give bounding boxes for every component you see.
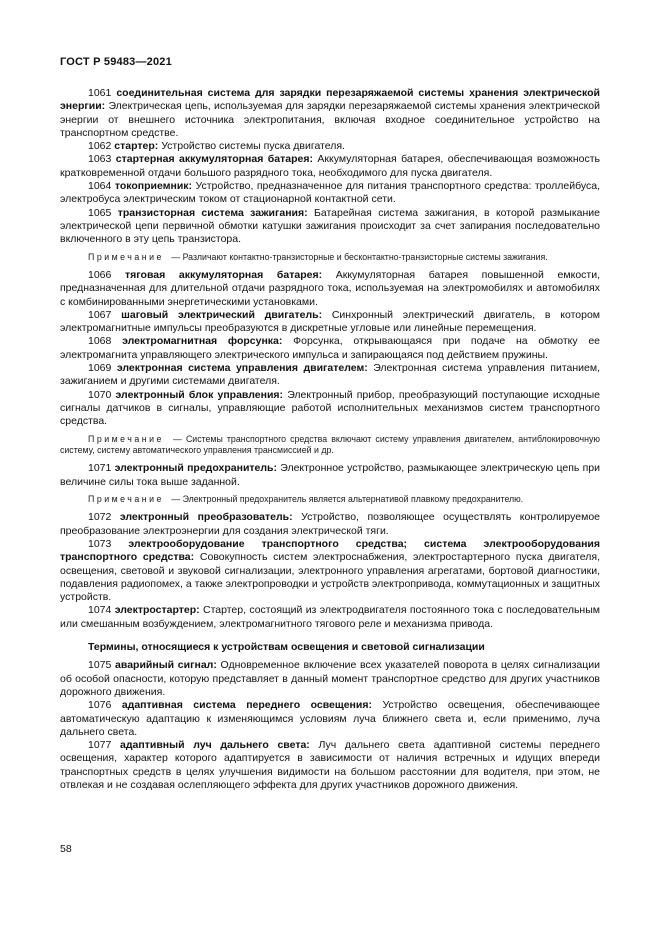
term-name: адаптивная система переднего освещения:: [121, 699, 372, 712]
note-label: Примечание: [88, 251, 164, 262]
term-name: шаговый электрический двигатель:: [121, 308, 323, 321]
note: Примечание — Электронный предохранитель является альтернативой плавкому предохранителю.: [88, 493, 524, 504]
term-entry-1067: [60, 309, 600, 336]
term-number: 1077: [88, 739, 112, 752]
term-number: 1072: [88, 511, 112, 524]
term-name: электронный преобразователь:: [119, 511, 293, 524]
term-entry-1064: [60, 180, 600, 207]
term-number: 1070: [88, 388, 112, 401]
term-definition: Аккумуляторная батарея повышенной емкости, предназначенная для длительной отдачи разрядного тока, используемая на электромобилях и автомобилях с комбинированными энергетическими установками.: [60, 268, 600, 308]
term-number: 1065: [88, 206, 112, 219]
term-entry-1065: [60, 207, 600, 247]
term-definition: Устройство, предназначенное для питания транспортного средства: троллейбуса, электробуса электрическим током от стационарной контактной сети.: [60, 180, 600, 206]
term-entry-1074: [60, 604, 600, 631]
term-entry-1071: [60, 462, 600, 489]
term-definition: Электронный прибор, преобразующий поступающие исходные сигналы датчиков в сигналы, управляющие работой исполнительных механизмов систем транспортного средства.: [60, 388, 600, 428]
term-entry-1076: [60, 699, 600, 739]
term-name: электронный предохранитель:: [114, 462, 277, 475]
term-name: стартерная аккумуляторная батарея:: [115, 153, 313, 166]
term-number: 1066: [88, 268, 112, 281]
term-number: 1064: [88, 180, 112, 193]
term-name: адаптивный луч дальнего света:: [120, 739, 310, 752]
term-entry-1070: [60, 389, 600, 429]
term-definition: Устройство, позволяющее осуществлять контролируемое преобразование электроэнергии для создания электрической тяги.: [60, 511, 600, 537]
term-name: аварийный сигнал:: [115, 659, 217, 672]
term-definition: Синхронный электрический двигатель, в котором электромагнитные импульсы преобразуются в дискретные угловые или линейные перемещения.: [60, 308, 601, 335]
term-entry-1061: [60, 87, 600, 140]
term-entry-1063: [60, 153, 600, 180]
term-definition: Электрическая цепь, используемая для зарядки перезаряжаемой системы хранения электрической энергии от внешнего источника электропитания, включая входное соединительное устройство на транспортном средстве.: [60, 100, 600, 139]
term-definition: Форсунка, открывающаяся при подаче на обмотку ее электромагнита управляющего электрического импульса и запирающаяся под действием пружины.: [60, 335, 600, 361]
section-heading: Термины, относящиеся к устройствам освещения и световой сигнализации: [88, 641, 485, 654]
term-name: транзисторная система зажигания:: [117, 206, 308, 219]
term-number: 1062: [88, 140, 112, 153]
term-number: 1074: [88, 604, 112, 617]
term-name: стартер:: [114, 140, 159, 153]
term-name: тяговая аккумуляторная батарея:: [125, 268, 323, 281]
terms-content: [60, 87, 600, 792]
term-entry-1069: [60, 362, 600, 389]
term-definition: Одновременное включение всех указателей поворота в целях сигнализации об особой опасности, которую представляет в данный момент транспортное средство для других участников дорожного движения.: [60, 659, 601, 698]
note: Примечание — Различают контактно-транзисторные и бесконтактно-транзисторные системы зажигания.: [88, 251, 548, 262]
term-number: 1069: [88, 362, 112, 375]
note-text: Различают контактно-транзисторные и бесконтактно-транзисторные системы зажигания.: [182, 251, 548, 262]
term-name: токоприемник:: [114, 180, 193, 193]
term-definition: Электронная система управления питанием, зажиганием и другими системами двигателя.: [60, 362, 601, 388]
term-entry-1072: [60, 511, 600, 538]
note-label: Примечание: [88, 493, 164, 504]
term-number: 1075: [88, 659, 112, 672]
term-entry-1066: [60, 269, 600, 309]
term-number: 1076: [88, 699, 112, 712]
term-name: электромагнитная форсунка:: [122, 335, 283, 348]
document-header: ГОСТ Р 59483—2021: [60, 56, 172, 68]
term-number: 1073: [88, 537, 112, 550]
term-entry-1062: [60, 140, 600, 153]
term-number: 1063: [88, 153, 112, 166]
term-entry-1068: [60, 335, 600, 362]
note: Примечание — Системы транспортного средства включают систему управления двигателем, антиблокировочную систему, систему автоматического управления трансмиссией и др.: [60, 433, 600, 455]
term-definition: Совокупность систем электроснабжения, электростартерного пуска двигателя, освещения, световой и звуковой сигнализации, электронного управления агрегатами, бортовой диагностики, подавления радиопомех, а также электропроводки и устройств электропривода, коммутационных и защитных устройств.: [60, 551, 601, 604]
term-definition: Устройство системы пуска двигателя.: [161, 140, 345, 153]
page-number: 58: [60, 843, 72, 855]
term-definition: Стартер, состоящий из электродвигателя постоянного тока с последовательным или смешанным возбуждением, электромагнитного тягового реле и механизма привода.: [60, 604, 600, 630]
term-number: 1068: [88, 335, 112, 348]
term-entry-1075: [60, 659, 600, 699]
term-definition: Луч дальнего света адаптивной системы переднего освещения, характер которого адаптируется в зависимости от наличия встречных и идущих впереди транспортных средств в целях улучшения видимости на большом расстоянии для водителя, при этом, не отвлекая и не создавая ослепляющего эффекта для других участников дорожного движения.: [60, 739, 600, 791]
term-entry-1073: [60, 538, 600, 604]
term-number: 1061: [88, 87, 112, 99]
term-entry-1077: [60, 739, 600, 792]
term-number: 1071: [88, 462, 112, 475]
term-name: электростартер:: [114, 604, 200, 617]
term-name: электронный блок управления:: [115, 388, 284, 401]
term-name: соединительная система для зарядки перезаряжаемой системы хранения электрической энергии:: [60, 87, 601, 113]
note-text: Электронный предохранитель является альтернативой плавкому предохранителю.: [182, 493, 524, 504]
term-definition: Устройство освещения, обеспечивающее автоматическую адаптацию к изменяющимся условиям луча ближнего света и, если применимо, луча дальнего света.: [60, 699, 600, 738]
note-text: Системы транспортного средства включают систему управления двигателем, антиблокировочную систему, систему автоматического управления трансмиссией и др.: [60, 433, 600, 455]
term-definition: Батарейная система зажигания, в которой размыкание электрической цепи первичной обмотки катушки зажигания происходит за счет запирания последовательно включенного в эту цепь транзистора.: [60, 206, 600, 246]
term-number: 1067: [88, 308, 112, 321]
term-name: электронная система управления двигателем:: [116, 362, 368, 375]
note-label: Примечание: [88, 433, 164, 444]
term-name: электрооборудование транспортного средства; система электрооборудования транспортного средства:: [60, 537, 600, 564]
term-definition: Электронное устройство, размыкающее электрическую цепь при величине силы тока выше заданной.: [60, 462, 600, 488]
term-definition: Аккумуляторная батарея, обеспечивающая возможность кратковременной отдачи большого разрядного тока, необходимого для пуска двигателя.: [60, 153, 601, 179]
